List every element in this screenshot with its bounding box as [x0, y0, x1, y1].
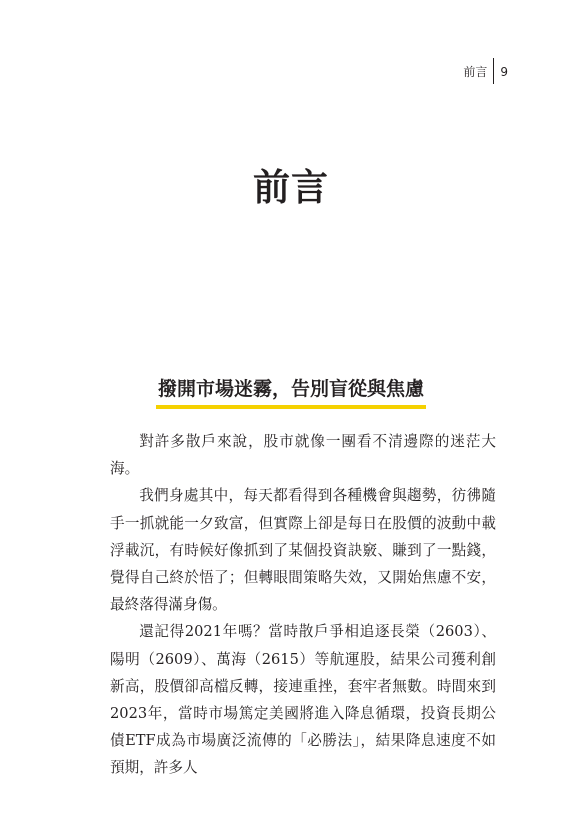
body-text: [110, 428, 496, 782]
paragraph-3: 還記得2021年嗎？當時散戶爭相追逐長榮（2603）、陽明（2609）、萬海（2615）等航運股，結果公司獲利創新高，股價卻高檔反轉，接連重挫，套牢者無數。時間來到2023年，當時市場篤定美國將進入降息循環，投資長期公債ETF成為市場廣泛流傳的「必勝法」，結果降息速度不如預期，許多人: [110, 623, 496, 777]
section-title: 撥開市場迷霧，告別盲從與焦慮: [156, 376, 426, 409]
running-head-divider: [493, 58, 494, 84]
section-heading: [0, 376, 582, 409]
paragraph-2: 我們身處其中，每天都看得到各種機會與趨勢，彷彿隨手一抓就能一夕致富，但實際上卻是每日在股價的波動中載浮載沉，有時候好像抓到了某個投資訣竅、賺到了一點錢，覺得自己終於悟了；但轉眼間策略失效，又開始焦慮不安，最終落得滿身傷。: [110, 487, 496, 614]
chapter-title: 前言: [253, 166, 329, 209]
paragraph-1: 對許多散戶來說，股市就像一團看不清邊際的迷茫大海。: [110, 433, 496, 478]
page-number: 9: [500, 65, 508, 79]
running-head-section: 前言: [463, 65, 488, 79]
running-head: [463, 64, 508, 84]
